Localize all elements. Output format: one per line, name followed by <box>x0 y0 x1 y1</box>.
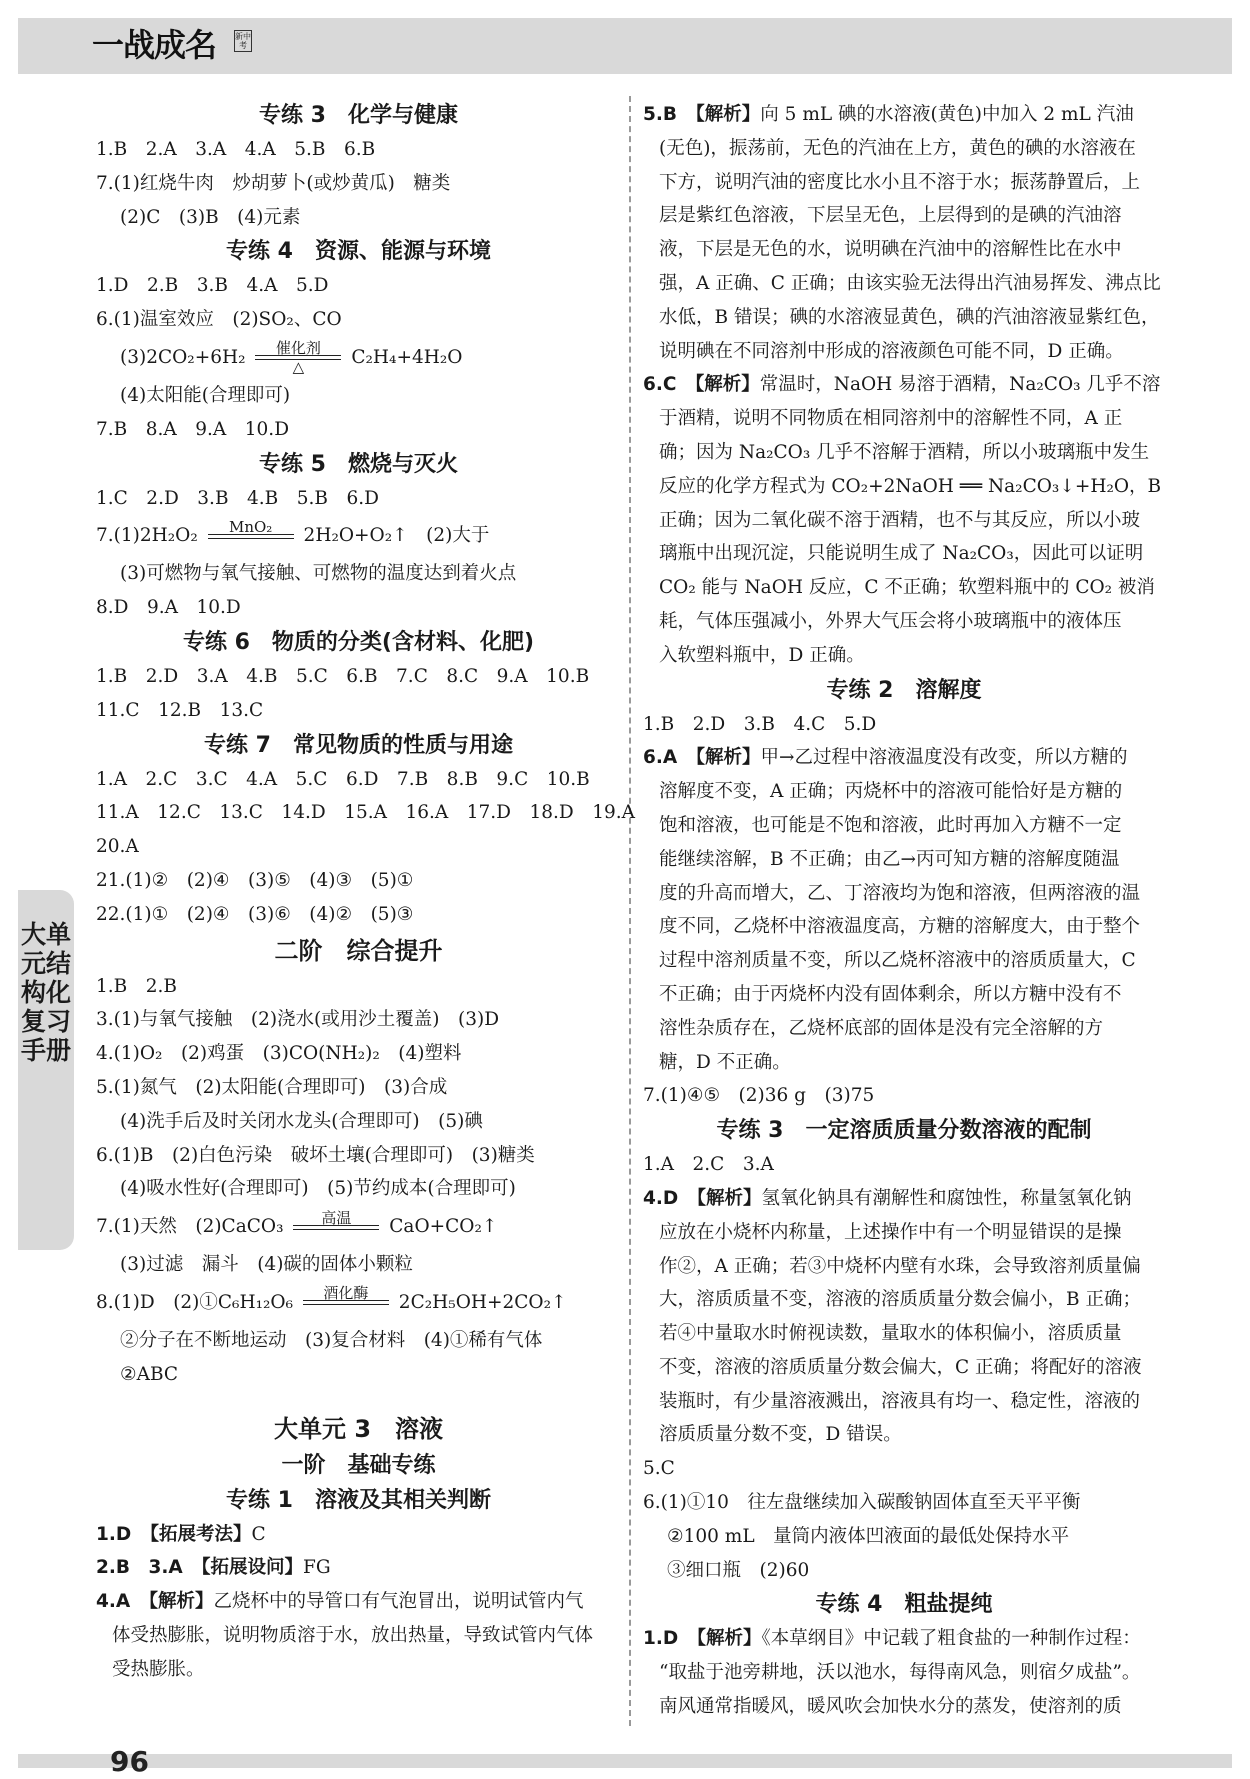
analysis-line: 过程中溶剂质量不变，所以乙烧杯溶液中的溶质质量大，C <box>659 950 1136 972</box>
reaction-condition <box>303 1286 389 1319</box>
analysis-line: 溶性杂质存在，乙烧杯底部的固体是没有完全溶解的方 <box>659 1017 1104 1039</box>
analysis-line: 作②，A 正确；若③中烧杯内壁有水珠，会导致溶剂质量偏 <box>659 1255 1141 1277</box>
equation-reactants: 8.(1)D (2)①C₆H₁₂O₆ <box>96 1291 294 1313</box>
analysis-line: 水低，B 错误；碘的水溶液显黄色，碘的汽油溶液显紫红色， <box>659 306 1160 328</box>
condition-catalyst: MnO₂ <box>228 517 273 536</box>
analysis-text: 向 5 mL 碘的水溶液(黄色)中加入 2 mL 汽油 <box>760 104 1134 125</box>
answer-line: (4)洗手后及时关闭水龙头(合理即可) (5)碘 <box>120 1110 483 1132</box>
answer-line: ②ABC <box>120 1363 179 1385</box>
analysis-line: 入软塑料瓶中，D 正确。 <box>659 644 865 666</box>
answer-line: 4.(1)O₂ (2)鸡蛋 (3)CO(NH₂)₂ (4)塑料 <box>96 1043 462 1065</box>
answer-number: 1.D <box>643 1628 679 1650</box>
analysis-line: 于酒精，说明不同物质在相同溶剂中的溶解性不同，A 正 <box>659 408 1123 430</box>
unit-title: 大单元 3 溶液 <box>273 1414 444 1443</box>
analysis-line: 糖，D 不正确。 <box>659 1051 791 1073</box>
section-heading: 专练 3 化学与健康 <box>259 103 458 128</box>
answer-line <box>643 741 1165 775</box>
analysis-line: 正确；因为二氧化碳不溶于酒精，也不与其反应，所以小玻 <box>659 509 1141 531</box>
extension-tag: 【拓展设问】 <box>201 1557 304 1579</box>
answer-line: 1.C 2.D 3.B 4.B 5.B 6.D <box>96 487 380 509</box>
answer-line: 5.C <box>643 1458 675 1480</box>
analysis-line: 度不同，乙烧杯中溶液温度高，方糖的溶解度大，由于整个 <box>659 916 1141 938</box>
answer-line: 11.C 12.B 13.C <box>96 699 264 721</box>
section-heading: 专练 6 物质的分类(含材料、化肥) <box>182 629 535 655</box>
analysis-tag: 【解析】 <box>696 1187 762 1209</box>
analysis-text: 氢氧化钠具有潮解性和腐蚀性，称量氢氧化钠 <box>761 1187 1132 1209</box>
analysis-tag: 【解析】 <box>695 374 760 396</box>
condition-catalyst: 催化剂 <box>275 339 321 358</box>
brand-sub-label: 新中考 <box>235 32 251 50</box>
page-footer <box>18 1754 1232 1768</box>
answer-number: 4.A <box>96 1591 131 1613</box>
condition-enzyme: 酒化酶 <box>323 1284 369 1303</box>
analysis-text: 常温时，NaOH 易溶于酒精，Na₂CO₃ 几乎不溶 <box>759 374 1161 396</box>
reaction-condition <box>255 339 341 377</box>
answer-line: (4)太阳能(合理即可) <box>120 384 291 406</box>
section-heading: 专练 4 粗盐提纯 <box>815 1592 993 1618</box>
column-divider <box>629 96 631 1726</box>
equation-products: C₂H₄+4H₂O <box>351 346 463 368</box>
answer-line <box>643 368 1165 402</box>
answer-line: ②100 mL 量筒内液体凹液面的最低处保持水平 <box>667 1525 1070 1547</box>
answer-line <box>643 1622 1165 1656</box>
extension-answer: FG <box>303 1557 331 1579</box>
equation-reactants: 7.(1)天然 (2)CaCO₃ <box>96 1216 284 1238</box>
analysis-line: 说明碘在不同溶剂中形成的溶液颜色可能不同，D 正确。 <box>659 340 1124 362</box>
reaction-condition <box>208 517 294 553</box>
answer-line: 6.(1)①10 往左盘继续加入碳酸钠固体直至天平平衡 <box>643 1492 1081 1514</box>
analysis-line: 体受热膨胀，说明物质溶于水，放出热量，导致试管内气体 <box>112 1624 594 1646</box>
reaction-condition <box>293 1208 379 1244</box>
analysis-line: 装瓶时，有少量溶液溅出，溶液具有均一、稳定性，溶液的 <box>659 1390 1141 1412</box>
answer-line: 1.B 2.A 3.A 4.A 5.B 6.B <box>96 139 376 160</box>
answer-line: 7.B 8.A 9.A 10.D <box>96 418 290 440</box>
answer-line: 1.B 2.D 3.B 4.C 5.D <box>643 713 877 735</box>
analysis-text: 甲→乙过程中溶液温度没有改变，所以方糖的 <box>760 747 1128 769</box>
answer-number: 6.A <box>643 747 678 769</box>
answer-line: 7.(1)红烧牛肉 炒胡萝卜(或炒黄瓜) 糖类 <box>96 172 451 194</box>
extension-answer: C <box>251 1523 266 1545</box>
answer-line: 1.A 2.C 3.C 4.A 5.C 6.D 7.B 8.B 9.C 10.B <box>96 768 590 790</box>
equals-sign <box>303 1300 389 1305</box>
section-heading: 专练 5 燃烧与灭火 <box>259 451 458 477</box>
section-heading: 专练 4 资源、能源与环境 <box>226 239 491 265</box>
analysis-line: “取盐于池旁耕地，沃以池水，每得南风急，则宿夕成盐”。 <box>659 1662 1141 1684</box>
analysis-tag: 【解析】 <box>696 1628 762 1650</box>
equation-line <box>96 1282 621 1324</box>
sidebar-tab <box>18 890 74 1250</box>
answer-line: 7.(1)④⑤ (2)36 g (3)75 <box>643 1085 875 1107</box>
analysis-tag: 【解析】 <box>695 104 761 125</box>
answer-line <box>96 1585 621 1619</box>
section-heading: 专练 2 溶解度 <box>826 677 982 703</box>
answer-line: 6.(1)温室效应 (2)SO₂、CO <box>96 309 342 331</box>
analysis-line: 层是紫红色溶液，下层呈无色，上层得到的是碘的汽油溶 <box>659 205 1122 227</box>
analysis-line: 耗，气体压强减小，外界大气压会将小玻璃瓶中的液体压 <box>659 610 1122 632</box>
section-heading: 专练 1 溶液及其相关判断 <box>226 1487 491 1513</box>
analysis-line: 度的升高而增大，乙、丁溶液均为饱和溶液，但两溶液的温 <box>659 882 1141 904</box>
equation-products: 2H₂O+O₂↑ (2)大于 <box>303 525 490 547</box>
analysis-line: 下方，说明汽油的密度比水小且不溶于水；振荡静置后，上 <box>659 171 1141 193</box>
left-column <box>96 98 636 1687</box>
equals-sign <box>293 1225 379 1230</box>
analysis-tag: 【解析】 <box>695 747 761 769</box>
answer-number: 5.B <box>643 104 678 125</box>
equation-line <box>96 337 621 379</box>
answer-line <box>96 1551 621 1585</box>
answer-number: 1.D <box>96 1523 132 1545</box>
analysis-line: (无色)，振荡前，无色的汽油在上方，黄色的碘的水溶液在 <box>659 137 1136 159</box>
condition-high-temp: 高温 <box>321 1208 352 1227</box>
analysis-line: 反应的化学方程式为 CO₂+2NaOH ══ Na₂CO₃↓+H₂O，B <box>659 475 1162 497</box>
analysis-line: 大，溶质质量不变，溶液的溶质质量分数会偏小，B 正确； <box>659 1289 1141 1311</box>
answer-line: 1.D 2.B 3.B 4.A 5.D <box>96 275 329 297</box>
analysis-line: 强，A 正确、C 正确；由该实验无法得出汽油易挥发、沸点比 <box>659 272 1161 294</box>
answer-line: (3)可燃物与氧气接触、可燃物的温度达到着火点 <box>120 563 517 585</box>
answer-line: 21.(1)② (2)④ (3)⑤ (4)③ (5)① <box>96 869 414 891</box>
equation-line <box>96 1206 621 1248</box>
analysis-text: 《本草纲目》中记载了粗食盐的一种制作过程： <box>761 1628 1141 1650</box>
analysis-line: 溶解度不变，A 正确；丙烧杯中的溶液可能恰好是方糖的 <box>659 781 1123 803</box>
analysis-line: 受热膨胀。 <box>112 1658 205 1680</box>
answer-line: ③细口瓶 (2)60 <box>667 1559 810 1581</box>
sidebar-tab-label: 大单元结构化复习手册 <box>20 920 71 1065</box>
answer-number: 4.D <box>643 1187 679 1209</box>
analysis-line: 不正确；由于丙烧杯内没有固体剩余，所以方糖中没有不 <box>659 983 1122 1005</box>
answer-line: 11.A 12.C 13.C 14.D 15.A 16.A 17.D 18.D 19.A <box>96 802 636 824</box>
analysis-line: 确；因为 Na₂CO₃ 几乎不溶解于酒精，所以小玻璃瓶中发生 <box>659 441 1150 463</box>
answer-line: 3.(1)与氧气接触 (2)浇水(或用沙土覆盖) (3)D <box>96 1009 500 1031</box>
analysis-line: 溶质质量分数不变，D 错误。 <box>659 1424 902 1446</box>
analysis-line: CO₂ 能与 NaOH 反应，C 不正确；软塑料瓶中的 CO₂ 被消 <box>659 577 1155 599</box>
page-number: 96 <box>110 1745 149 1778</box>
analysis-tag: 【解析】 <box>148 1591 214 1613</box>
equation-products: CaO+CO₂↑ <box>389 1216 498 1238</box>
equation-products: 2C₂H₅OH+2CO₂↑ <box>398 1291 567 1313</box>
answer-line: 20.A <box>96 836 139 858</box>
brand-logo: 一战成名 <box>92 26 217 64</box>
answer-line <box>643 98 1165 132</box>
page-header <box>18 18 1232 74</box>
analysis-line: 不变，溶液的溶质质量分数会偏大，C 正确；将配好的溶液 <box>659 1356 1142 1378</box>
analysis-line: 饱和溶液，也可能是不饱和溶液，此时再加入方糖不一定 <box>659 814 1122 836</box>
answer-number: 6.C <box>643 374 677 396</box>
answer-line <box>96 1518 621 1552</box>
answer-line: (3)过滤 漏斗 (4)碳的固体小颗粒 <box>120 1254 413 1276</box>
answer-line: ②分子在不断地运动 (3)复合材料 (4)①稀有气体 <box>120 1329 543 1351</box>
answer-number: 2.B 3.A <box>96 1557 183 1579</box>
answer-line: 22.(1)① (2)④ (3)⑥ (4)② (5)③ <box>96 903 414 925</box>
stage-heading: 二阶 综合提升 <box>274 936 443 965</box>
equation-line <box>96 515 621 557</box>
right-column <box>643 98 1165 1724</box>
answer-line: 1.B 2.D 3.A 4.B 5.C 6.B 7.C 8.C 9.A 10.B <box>96 665 590 687</box>
analysis-line: 璃瓶中出现沉淀，只能说明生成了 Na₂CO₃，因此可以证明 <box>659 543 1144 565</box>
analysis-line: 液，下层是无色的水，说明碘在汽油中的溶解性比在水中 <box>659 239 1122 261</box>
section-heading: 专练 3 一定溶质质量分数溶液的配制 <box>716 1118 1092 1144</box>
answer-line: 1.A 2.C 3.A <box>643 1154 774 1176</box>
analysis-line: 南风通常指暖风，暖风吹会加快水分的蒸发，使溶剂的质 <box>659 1696 1122 1718</box>
section-heading: 专练 7 常见物质的性质与用途 <box>204 732 513 758</box>
answer-line: (4)吸水性好(合理即可) (5)节约成本(合理即可) <box>120 1178 516 1200</box>
analysis-line: 若④中量取水时俯视读数，量取水的体积偏小，溶质质量 <box>659 1323 1122 1345</box>
answer-line <box>643 1182 1165 1216</box>
answer-line: 5.(1)氮气 (2)太阳能(合理即可) (3)合成 <box>96 1076 448 1098</box>
extension-tag: 【拓展考法】 <box>149 1523 252 1545</box>
equation-reactants: (3)2CO₂+6H₂ <box>120 346 246 368</box>
analysis-line: 能继续溶解，B 不正确；由乙→丙可知方糖的溶解度随温 <box>659 848 1120 870</box>
answer-line: 1.B 2.B <box>96 975 177 997</box>
stage-heading: 一阶 基础专练 <box>281 1452 436 1478</box>
answer-line: 6.(1)B (2)白色污染 破坏土壤(合理即可) (3)糖类 <box>96 1144 535 1166</box>
condition-heat: △ <box>292 358 305 377</box>
answer-line: (2)C (3)B (4)元素 <box>120 206 301 228</box>
equation-reactants: 7.(1)2H₂O₂ <box>96 525 198 547</box>
analysis-line: 应放在小烧杯内称量，上述操作中有一个明显错误的是操 <box>659 1221 1122 1243</box>
analysis-text: 乙烧杯中的导管口有气泡冒出，说明试管内气 <box>213 1591 584 1613</box>
equals-sign <box>208 534 294 539</box>
answer-line: 8.D 9.A 10.D <box>96 597 241 619</box>
